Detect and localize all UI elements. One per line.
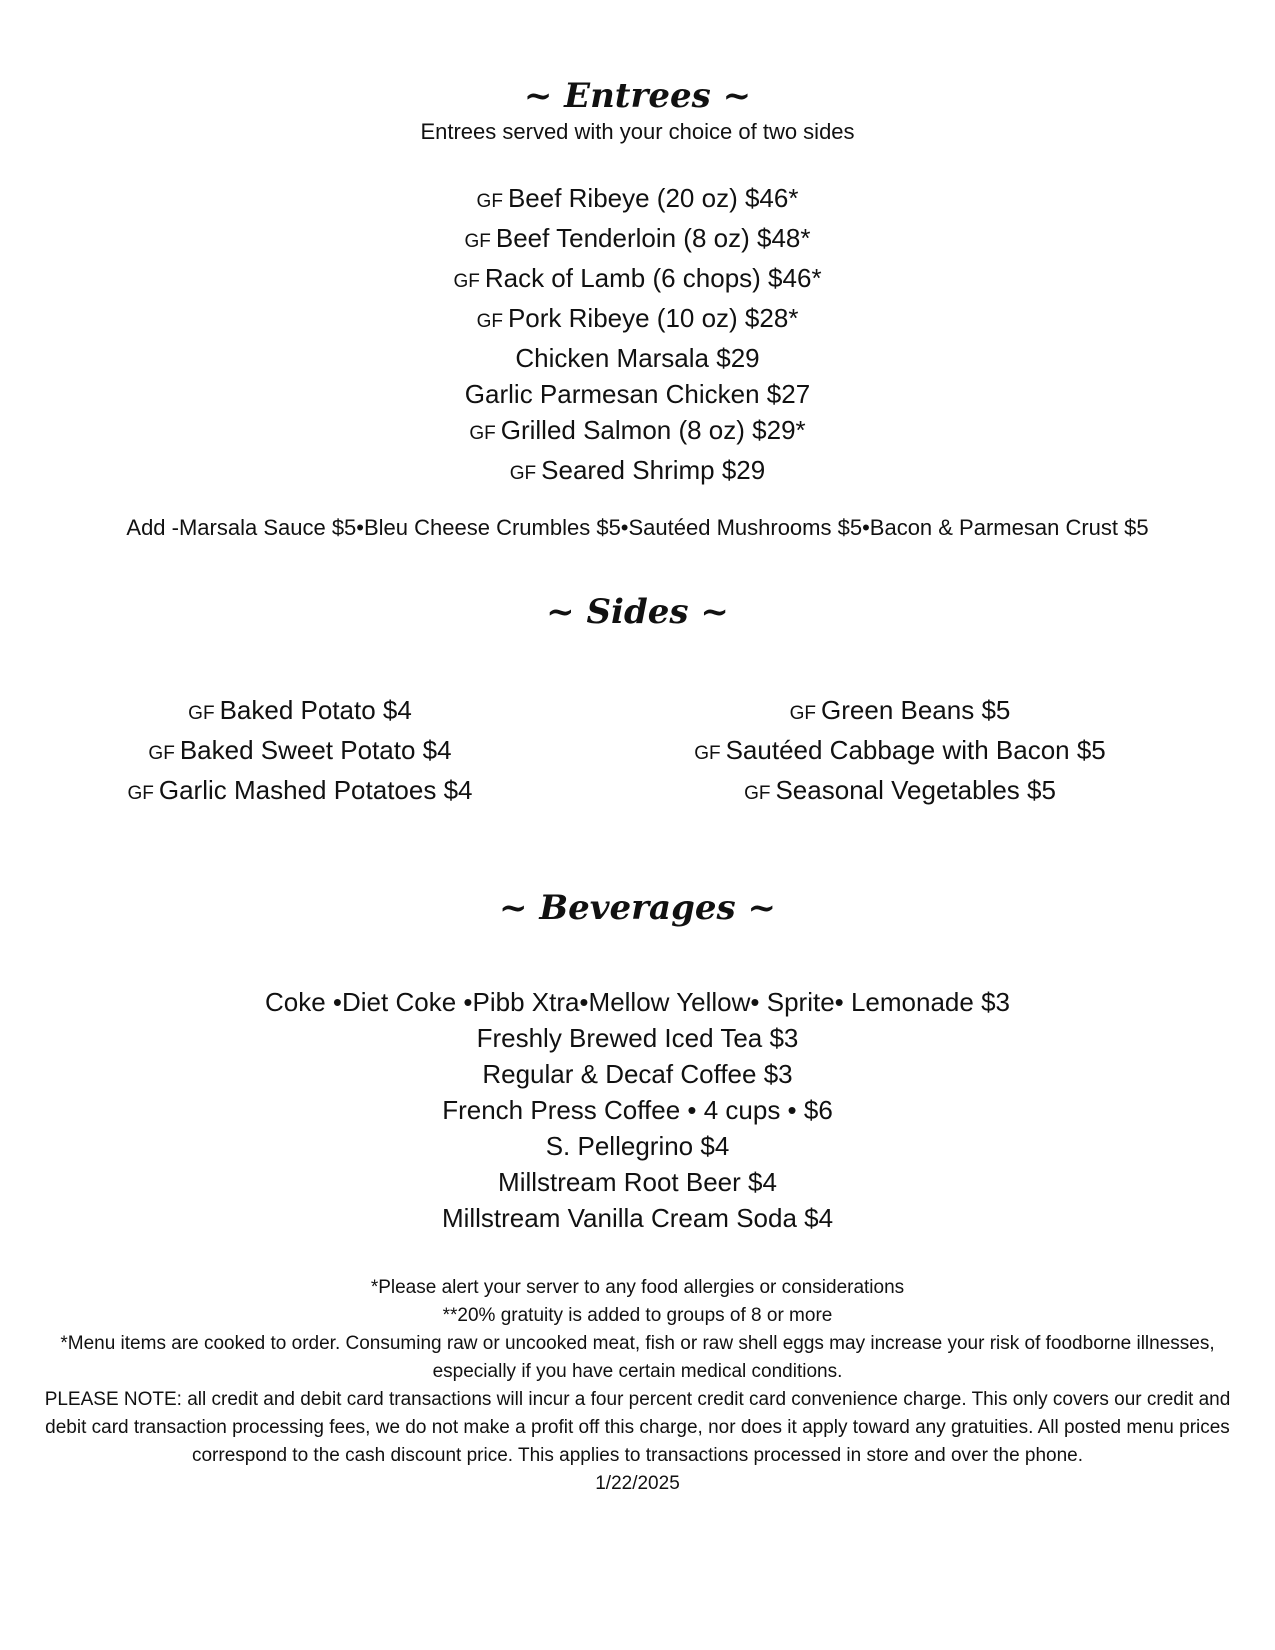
menu-item-text: Beef Ribeye (20 oz) $46* <box>507 183 799 213</box>
list-item <box>0 180 1275 220</box>
menu-item-text: Pork Ribeye (10 oz) $28* <box>507 303 799 333</box>
sides-right-column <box>600 692 1200 812</box>
list-item <box>0 692 600 732</box>
beverages-heading: ~ Beverages ~ <box>499 888 776 928</box>
list-item <box>0 220 1275 260</box>
allergy-note: *Please alert your server to any food allergies or considerations <box>370 1277 905 1298</box>
menu-item-text: Rack of Lamb (6 chops) $46* <box>484 263 822 293</box>
card-fee-note: PLEASE NOTE: all credit and debit card transactions will incur a four percent credit card convenience charge. This only covers our credit and debit card transaction processing fees, we do not make a profit off this charge, nor does it apply toward any gratuities. All posted menu prices correspond to the cash discount price. This applies to transactions processed in store and over the phone. <box>44 1389 1231 1466</box>
gluten-free-label: GF <box>509 463 537 484</box>
raw-food-warning: *Menu items are cooked to order. Consuming raw or uncooked meat, fish or raw shell eggs may increase your risk of foodborne illnesses, especially if you have certain medical conditions. <box>60 1333 1215 1382</box>
list-item: Coke •Diet Coke •Pibb Xtra•Mellow Yellow• Sprite• Lemonade $3 <box>264 987 1010 1017</box>
menu-item-text: Seasonal Vegetables $5 <box>775 775 1056 805</box>
menu-item-text: Baked Potato $4 <box>219 695 412 725</box>
entrees-list <box>0 180 1275 492</box>
beverages-list <box>0 984 1275 1236</box>
sides-heading: ~ Sides ~ <box>546 592 729 632</box>
list-item: Millstream Root Beer $4 <box>498 1167 777 1197</box>
menu-item-text: Baked Sweet Potato $4 <box>179 735 452 765</box>
list-item <box>600 772 1200 812</box>
gluten-free-label: GF <box>188 703 215 724</box>
gluten-free-label: GF <box>744 783 771 804</box>
gluten-free-label: GF <box>476 191 503 212</box>
list-item <box>0 376 1275 412</box>
gluten-free-label: GF <box>127 783 154 804</box>
list-item <box>0 412 1275 452</box>
entree-addons: Add -Marsala Sauce $5•Bleu Cheese Crumbles $5•Sautéed Mushrooms $5•Bacon & Parmesan Crust $5 <box>126 515 1149 540</box>
list-item <box>0 732 600 772</box>
list-item <box>0 452 1275 492</box>
list-item <box>600 692 1200 732</box>
gluten-free-label: GF <box>453 271 480 292</box>
gluten-free-label: GF <box>789 703 817 724</box>
gluten-free-label: GF <box>464 231 491 252</box>
menu-item-text: Chicken Marsala $29 <box>515 343 760 373</box>
list-item: S. Pellegrino $4 <box>545 1131 730 1161</box>
menu-item-text: Beef Tenderloin (8 oz) $48* <box>495 223 811 253</box>
menu-item-text: Grilled Salmon (8 oz) $29* <box>500 415 806 445</box>
entrees-heading: ~ Entrees ~ <box>523 76 752 116</box>
list-item: Regular & Decaf Coffee $3 <box>482 1059 793 1089</box>
menu-item-text: Seared Shrimp $29 <box>541 455 766 485</box>
menu-item-text: Green Beans $5 <box>821 695 1011 725</box>
list-item <box>0 772 600 812</box>
gratuity-note: **20% gratuity is added to groups of 8 or more <box>442 1305 833 1326</box>
list-item: Freshly Brewed Iced Tea $3 <box>476 1023 799 1053</box>
list-item <box>600 732 1200 772</box>
gluten-free-label: GF <box>469 423 496 444</box>
list-item: French Press Coffee • 4 cups • $6 <box>442 1095 833 1125</box>
sides-left-column <box>0 692 600 812</box>
gluten-free-label: GF <box>148 743 175 764</box>
list-item <box>0 260 1275 300</box>
menu-footer-notes <box>25 1274 1250 1498</box>
list-item: Millstream Vanilla Cream Soda $4 <box>441 1203 834 1233</box>
menu-item-text: Sautéed Cabbage with Bacon $5 <box>725 735 1106 765</box>
list-item <box>0 340 1275 376</box>
entrees-subtitle: Entrees served with your choice of two sides <box>420 119 855 144</box>
gluten-free-label: GF <box>476 311 503 332</box>
gluten-free-label: GF <box>694 743 721 764</box>
menu-item-text: Garlic Mashed Potatoes $4 <box>158 775 473 805</box>
menu-item-text: Garlic Parmesan Chicken $27 <box>464 379 811 409</box>
menu-date: 1/22/2025 <box>595 1473 680 1494</box>
list-item <box>0 300 1275 340</box>
